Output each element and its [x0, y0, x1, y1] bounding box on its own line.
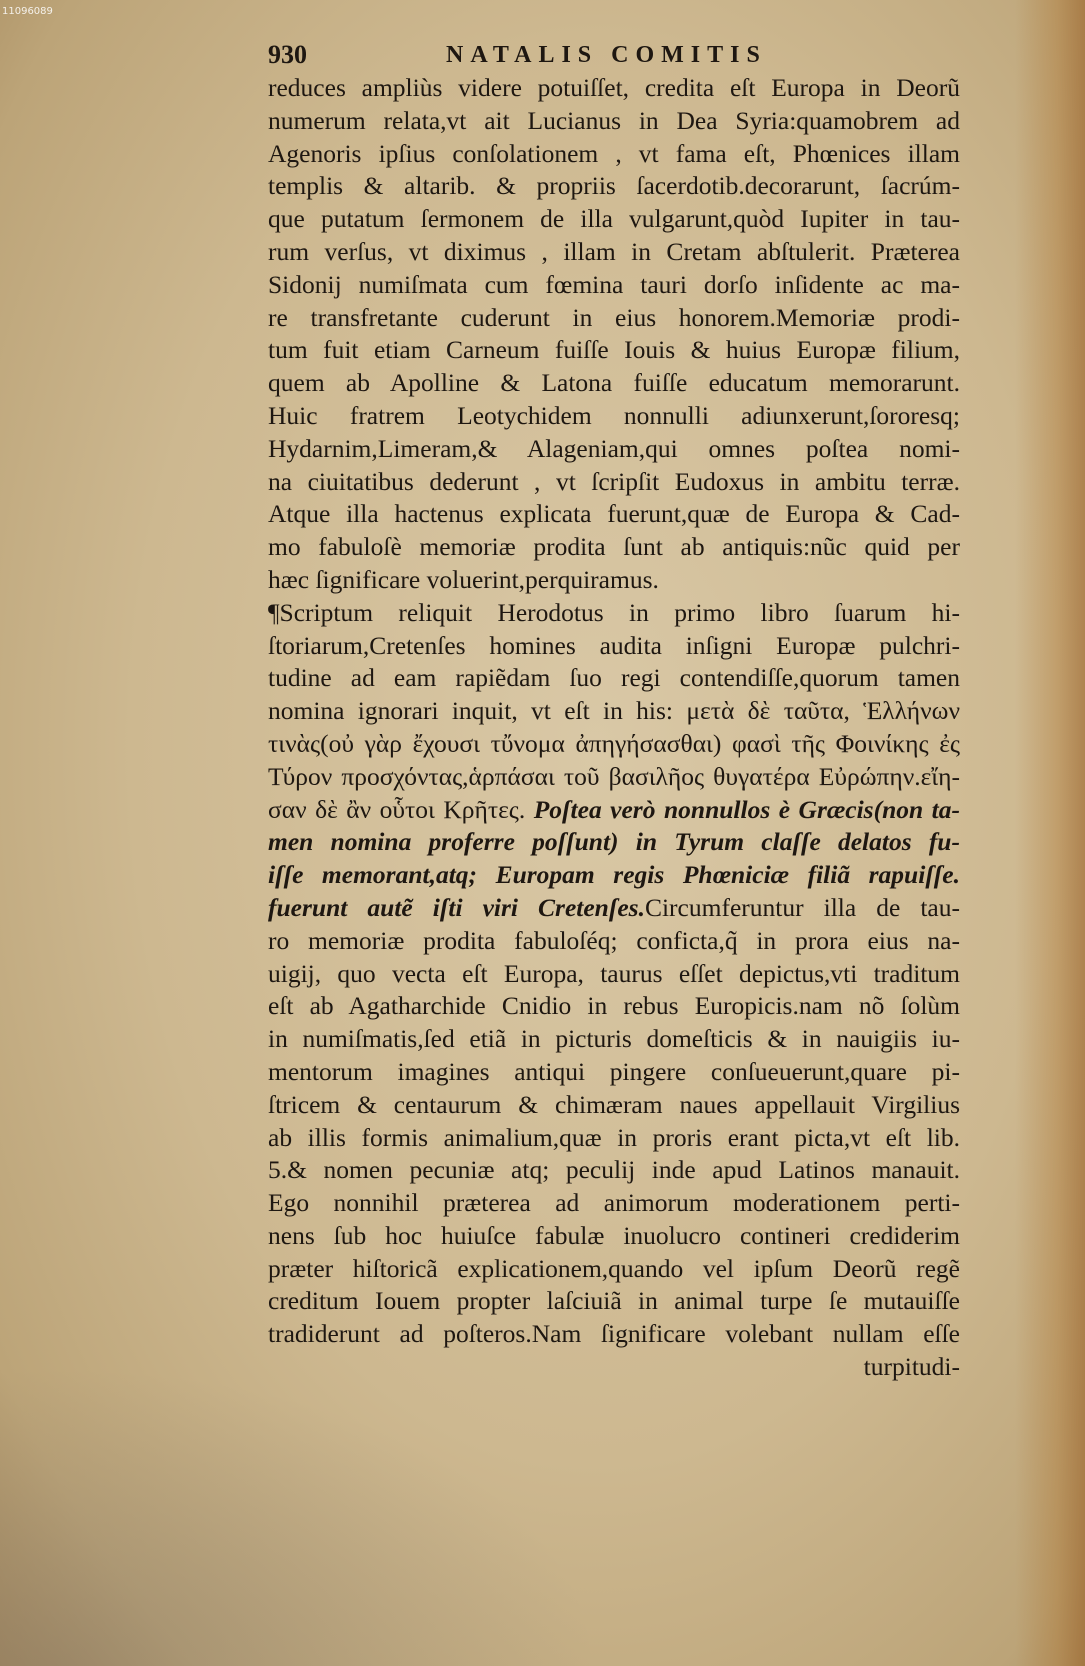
text-line: Sidonij numiſmata cum fœmina tauri dorſo inſidente ac ma-: [268, 269, 960, 299]
text-line: ¶Scriptum reliquit Herodotus in primo libro ſuarum hi-: [268, 597, 960, 627]
text-line: Huic fratrem Leotychidem nonnulli adiunxerunt,ſororesq;: [268, 400, 960, 430]
text-line: rum verſus, vt diximus , illam in Cretam abſtulerit. Præterea: [268, 236, 960, 266]
text-line: ſtoriarum,Cretenſes homines audita inſigni Europæ pulchri-: [268, 630, 960, 660]
text-line: tradiderunt ad poſteros.Nam ſignificare volebant nullam eſſe: [268, 1319, 960, 1349]
text-line: iſſe memorant,atq; Europam regis Phœniciæ filiã rapuiſſe.: [268, 860, 960, 890]
text-line: Ego nonnihil præterea ad animorum moderationem perti-: [268, 1188, 960, 1218]
book-page: [268, 38, 960, 1384]
text-line: quem ab Apolline & Latona fuiſſe educatum memorarunt.: [268, 368, 960, 398]
text-line: [268, 892, 960, 925]
text-line: Τύρον προσχόντας,ἁρπάσαι τοῦ βασιλῆος θυγατέρα Εὐρώπην.εἴη-: [268, 761, 960, 791]
text-line: ab illis formis animalium,quæ in proris erant picta,vt eſt lib.: [268, 1122, 960, 1152]
text-line: re transfretante cuderunt in eius honorem.Memoriæ prodi-: [268, 302, 960, 332]
text-line: tum fuit etiam Carneum fuiſſe Iouis & huius Europæ filium,: [268, 335, 960, 365]
text-line: τινὰς(οὐ γὰρ ἔχουσι τὔνομα ἀπηγήσασθαι) φασὶ τῆς Φοινίκης ἐς: [268, 728, 960, 758]
text-line: Agenoris ipſius conſolationem , vt fama eſt, Phœnices illam: [268, 138, 960, 168]
text-line: tudine ad eam rapiẽdam ſuo regi contendiſſe,quorum tamen: [268, 663, 960, 693]
text-line: Atque illa hactenus explicata fuerunt,quæ de Europa & Cad-: [268, 499, 960, 529]
text-line: 5.& nomen pecuniæ atq; peculij inde apud Latinos manauit.: [268, 1155, 960, 1185]
text-segment: σαν δὲ ἂν οὗτοι Κρῆτες.: [268, 794, 526, 824]
text-segment: Poſtea verò nonnullos è Græcis(non ta-: [533, 794, 961, 824]
text-line: præter hiſtoricã explicationem,quando vel ipſum Deorũ regẽ: [268, 1253, 960, 1283]
text-line: ro memoriæ prodita fabuloſéq; conficta,q̃ in prora eius na-: [268, 925, 960, 955]
text-line: que putatum ſermonem de illa vulgarunt,quòd Iupiter in tau-: [268, 204, 960, 234]
text-line: [268, 794, 960, 827]
page-edge-shading: [1015, 0, 1085, 1666]
body-text: [268, 72, 960, 1384]
text-line: men nomina proferre poſſunt) in Tyrum claſſe delatos fu-: [268, 827, 960, 857]
scan-id: 11096089: [2, 6, 53, 17]
text-segment: fuerunt autẽ iſti viri Cretenſes.: [268, 892, 645, 922]
text-line: creditum Iouem propter laſciuiã in animal turpe ſe mutauiſſe: [268, 1286, 960, 1316]
text-segment: Circumferuntur illa de tau-: [644, 892, 960, 922]
text-line: templis & altarib. & propriis ſacerdotib.decorarunt, ſacrúm-: [268, 171, 960, 201]
text-line: hæc ſignificare voluerint,perquiramus.: [268, 564, 659, 594]
page-stain: [0, 1366, 600, 1666]
text-line: ſtricem & centaurum & chimæram naues appellauit Virgilius: [268, 1089, 960, 1119]
text-line: Hydarnim,Limeram,& Alageniam,qui omnes poſtea nomi-: [268, 433, 960, 463]
text-line: reduces ampliùs videre potuiſſet, credita eſt Europa in Deorũ: [268, 73, 960, 102]
text-line: turpitudi-: [863, 1352, 960, 1382]
text-line: nomina ignorari inquit, vt eſt in his: μετὰ δὲ ταῦτα, Ἑλλήνων: [268, 696, 960, 726]
text-line: na ciuitatibus dederunt , vt ſcripſit Eudoxus in ambitu terræ.: [268, 466, 960, 496]
text-line: in numiſmatis,ſed etiã in picturis domeſticis & in nauigiis iu-: [268, 1024, 960, 1054]
text-line: mo fabuloſè memoriæ prodita ſunt ab antiquis:nũc quid per: [268, 532, 960, 562]
text-line: mentorum imagines antiqui pingere conſueuerunt,quare pi-: [268, 1056, 960, 1086]
text-line: nens ſub hoc huiuſce fabulæ inuolucro contineri crediderim: [268, 1220, 960, 1250]
text-line: eſt ab Agatharchide Cnidio in rebus Europicis.nam nõ ſolùm: [268, 991, 960, 1021]
running-title: NATALIS COMITIS: [446, 41, 767, 68]
text-line: uigij, quo vecta eſt Europa, taurus eſſet depictus,vti traditum: [268, 958, 960, 988]
text-line: numerum relata,vt ait Lucianus in Dea Syria:quamobrem ad: [268, 105, 960, 135]
page-number: 930: [268, 40, 307, 69]
page-header: [268, 38, 960, 72]
